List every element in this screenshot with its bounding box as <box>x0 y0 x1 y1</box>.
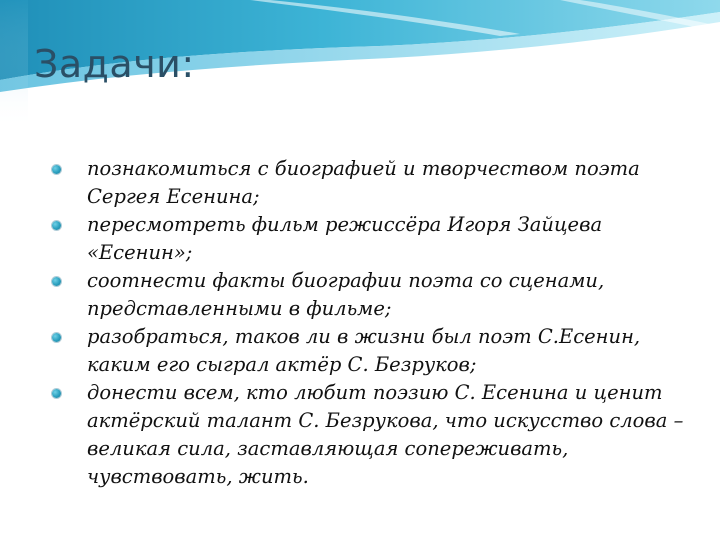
task-text: соотнести факты биографии поэта со сценами, представленными в фильме; <box>87 269 605 320</box>
task-list-item <box>52 155 692 211</box>
task-list <box>52 155 692 491</box>
task-list-item <box>52 323 692 379</box>
bullet-icon <box>52 333 61 342</box>
bullet-icon <box>52 277 61 286</box>
task-list-item <box>52 379 692 491</box>
slide-title: Задачи: <box>34 42 195 86</box>
task-list-item <box>52 267 692 323</box>
task-text: разобраться, таков ли в жизни был поэт С.Есенин, каким его сыграл актёр С. Безруков; <box>87 325 641 376</box>
task-text: донести всем, кто любит поэзию С. Есенина и ценит актёрский талант С. Безрукова, что искусство слова – великая сила, заставляющая сопереживать, чувствовать, жить. <box>87 381 684 488</box>
task-list-item <box>52 211 692 267</box>
task-text: познакомиться с биографией и творчеством поэта Сергея Есенина; <box>87 157 640 208</box>
bullet-icon <box>52 165 61 174</box>
bullet-icon <box>52 221 61 230</box>
task-text: пересмотреть фильм режиссёра Игоря Зайцева «Есенин»; <box>87 213 603 264</box>
bullet-icon <box>52 389 61 398</box>
